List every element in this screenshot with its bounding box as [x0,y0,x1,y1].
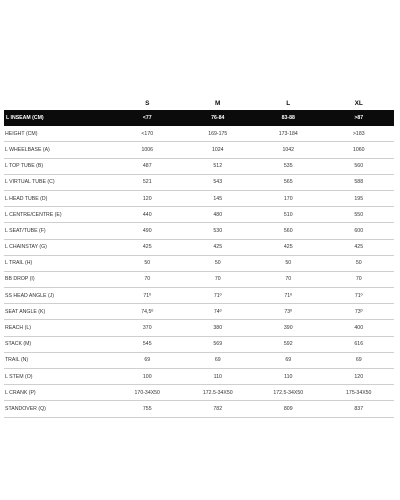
row-label: STANDOVER (Q) [4,401,112,417]
size-header-m: M [215,99,221,107]
size-header [4,96,394,110]
row-label: L WHEELBASE (A) [4,142,112,158]
row-label: L CRANK (P) [4,385,112,401]
row-value: 170 [253,190,324,206]
row-value: 425 [253,239,324,255]
row-value: 370 [112,320,183,336]
row-value: 543 [183,174,254,190]
row-label: L CHAINSTAY (G) [4,239,112,255]
header-blank [4,96,112,110]
row-value: 175-34X50 [324,385,395,401]
row-value: 110 [183,369,254,385]
row-value: 588 [324,174,395,190]
row-value: 172.5-34X50 [253,385,324,401]
row-value: 600 [324,223,395,239]
row-value: 74º [183,304,254,320]
geometry-rows [4,110,394,417]
row-value: 170-34X50 [112,385,183,401]
row-value: 480 [183,207,254,223]
table-row [4,385,394,401]
row-value: 487 [112,158,183,174]
row-label: BB DROP (I) [4,271,112,287]
row-value: 100 [112,369,183,385]
row-label: L SEAT/TUBE (F) [4,223,112,239]
row-value: 782 [183,401,254,417]
row-value: 69 [183,352,254,368]
row-value: 71º [324,288,395,304]
row-value: 69 [253,352,324,368]
row-value: 83-88 [253,110,324,126]
table-row [4,174,394,190]
row-value: 76-84 [183,110,254,126]
table-row [4,320,394,336]
row-value: 440 [112,207,183,223]
row-label: L HEAD TUBE (D) [4,190,112,206]
table-row [4,110,394,126]
row-value: 74,5º [112,304,183,320]
size-header-l: L [286,99,291,107]
row-value: 490 [112,223,183,239]
table-row [4,142,394,158]
row-value: 195 [324,190,395,206]
row-value: 755 [112,401,183,417]
table-row [4,401,394,417]
row-value: 560 [253,223,324,239]
row-value: 560 [324,158,395,174]
geometry-sheet [4,96,394,418]
row-value: 173-184 [253,126,324,142]
table-row [4,207,394,223]
row-value: 425 [112,239,183,255]
row-value: 390 [253,320,324,336]
row-label: L INSEAM (CM) [4,110,112,126]
row-value: 110 [253,369,324,385]
row-value: 71º [253,288,324,304]
row-value: 169-175 [183,126,254,142]
row-value: 512 [183,158,254,174]
table-row [4,255,394,271]
table-row [4,126,394,142]
row-label: L STEM (O) [4,369,112,385]
row-value: 69 [324,352,395,368]
row-label: L VIRTUAL TUBE (C) [4,174,112,190]
row-value: <170 [112,126,183,142]
row-value: 50 [253,255,324,271]
row-value: 616 [324,336,395,352]
row-value: 425 [324,239,395,255]
row-value: 172.5-34X50 [183,385,254,401]
row-value: 1024 [183,142,254,158]
row-value: >183 [324,126,395,142]
row-value: 545 [112,336,183,352]
row-value: 70 [253,271,324,287]
table-row [4,304,394,320]
size-header-xl: XL [354,99,363,107]
table-row [4,190,394,206]
table-row [4,223,394,239]
row-label: SEAT ANGLE (K) [4,304,112,320]
row-value: 400 [324,320,395,336]
row-value: 70 [324,271,395,287]
table-row [4,158,394,174]
row-value: 71º [183,288,254,304]
row-value: 70 [183,271,254,287]
row-value: 592 [253,336,324,352]
row-value: <77 [112,110,183,126]
row-label: TRAIL (N) [4,352,112,368]
row-label: L CENTRE/CENTRE (E) [4,207,112,223]
row-value: 145 [183,190,254,206]
row-value: 530 [183,223,254,239]
row-value: 535 [253,158,324,174]
size-header-s: S [145,99,150,107]
table-row [4,239,394,255]
row-value: 1042 [253,142,324,158]
row-value: 809 [253,401,324,417]
row-value: 71º [112,288,183,304]
row-value: 1060 [324,142,395,158]
row-value: 837 [324,401,395,417]
row-value: >87 [324,110,395,126]
row-label: STACK (M) [4,336,112,352]
table-row [4,352,394,368]
row-label: REACH (L) [4,320,112,336]
table-row [4,336,394,352]
table-row [4,288,394,304]
row-value: 510 [253,207,324,223]
row-value: 73º [253,304,324,320]
table-row [4,271,394,287]
row-value: 1006 [112,142,183,158]
row-value: 565 [253,174,324,190]
row-value: 69 [112,352,183,368]
row-value: 380 [183,320,254,336]
row-value: 73º [324,304,395,320]
row-value: 569 [183,336,254,352]
row-value: 50 [112,255,183,271]
geometry-table [4,96,394,418]
row-label: SS HEAD ANGLE (J) [4,288,112,304]
row-value: 120 [112,190,183,206]
row-value: 50 [183,255,254,271]
row-value: 425 [183,239,254,255]
row-label: HEIGHT (CM) [4,126,112,142]
row-label: L TOP TUBE (B) [4,158,112,174]
row-value: 70 [112,271,183,287]
row-label: L TRAIL (H) [4,255,112,271]
table-row [4,369,394,385]
row-value: 550 [324,207,395,223]
row-value: 50 [324,255,395,271]
row-value: 521 [112,174,183,190]
row-value: 120 [324,369,395,385]
